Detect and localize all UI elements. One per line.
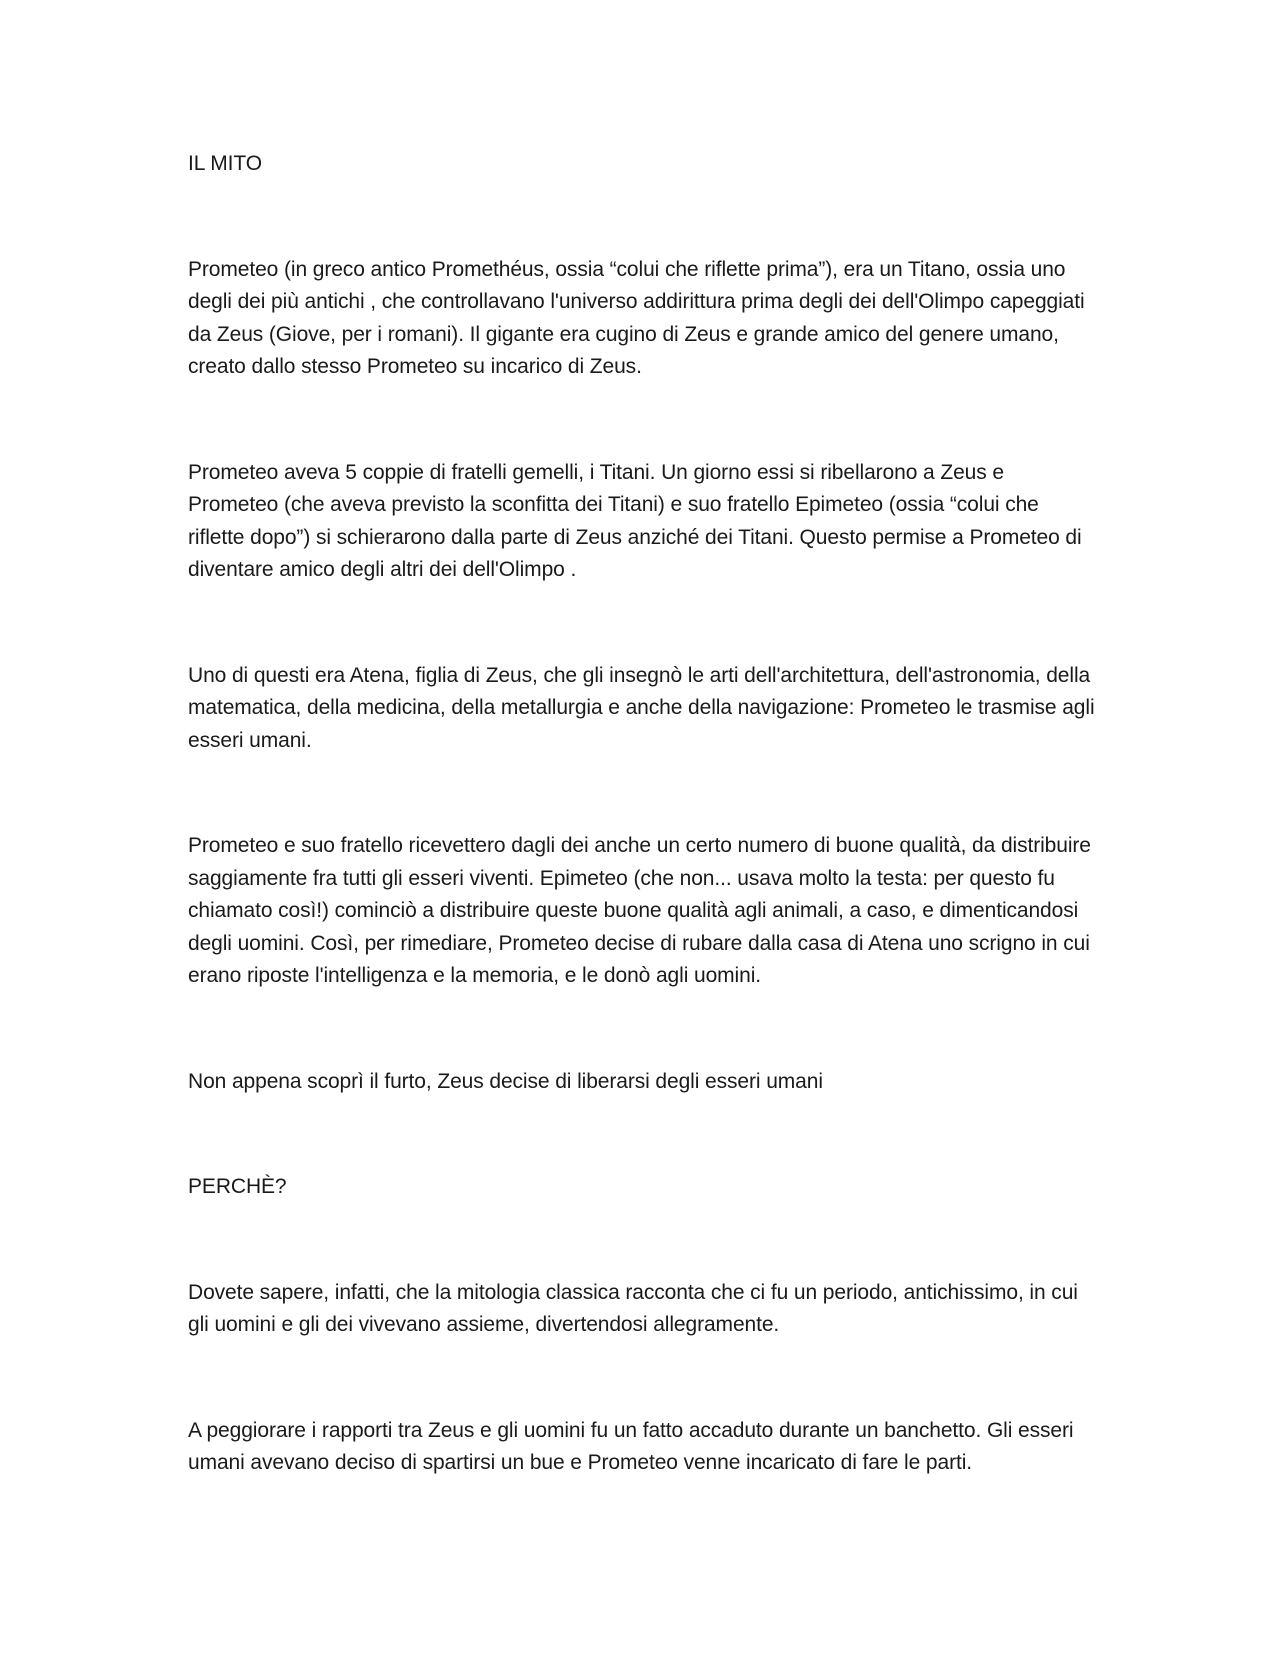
paragraph-mitologia: Dovete sapere, infatti, che la mitologia classica racconta che ci fu un periodo, antichissimo, in cui gli uomini e gli dei vivevano assieme, divertendosi allegramente. xyxy=(188,1280,1078,1336)
paragraph-banchetto: A peggiorare i rapporti tra Zeus e gli uomini fu un fatto accaduto durante un banchetto. Gli esseri umani avevano deciso di spartirsi un bue e Prometeo venne incaricato di fare le parti. xyxy=(188,1418,1074,1474)
document-subheading: PERCHÈ? xyxy=(188,1175,287,1198)
paragraph-prometeo-intro: Prometeo (in greco antico Promethéus, ossia “colui che riflette prima”), era un Titano, ossia uno degli dei più antichi , che controllavano l'universo addirittura prima degli dei dell'Olimpo capeggiati da Zeus (Giove, per i romani). Il gigante era cugino di Zeus e grande amico del genere umano, creato dallo stesso Prometeo su incarico di Zeus. xyxy=(188,257,1085,378)
document-heading: IL MITO xyxy=(188,152,262,175)
paragraph-furto: Non appena scoprì il furto, Zeus decise di liberarsi degli esseri umani xyxy=(188,1069,823,1093)
paragraph-atena: Uno di questi era Atena, figlia di Zeus, che gli insegnò le arti dell'architettura, dell'astronomia, della matematica, della medicina, della metallurgia e anche della navigazione: Prometeo le trasmise agli esseri umani. xyxy=(188,663,1095,752)
document-body xyxy=(188,148,1098,1480)
paragraph-titani: Prometeo aveva 5 coppie di fratelli gemelli, i Titani. Un giorno essi si ribellarono a Zeus e Prometeo (che aveva previsto la sconfitta dei Titani) e suo fratello Epimeteo (ossia “colui che riflette dopo”) si schierarono dalla parte di Zeus anziché dei Titani. Questo permise a Prometeo di diventare amico degli altri dei dell'Olimpo . xyxy=(188,460,1082,581)
paragraph-qualita: Prometeo e suo fratello ricevettero dagli dei anche un certo numero di buone qualità, da distribuire saggiamente fra tutti gli esseri viventi. Epimeteo (che non... usava molto la testa: per questo fu chiamato così!) cominciò a distribuire queste buone qualità agli animali, a caso, e dimenticandosi degli uomini. Così, per rimediare, Prometeo decise di rubare dalla casa di Atena uno scrigno in cui erano riposte l'intelligenza e la memoria, e le donò agli uomini. xyxy=(188,834,1091,987)
